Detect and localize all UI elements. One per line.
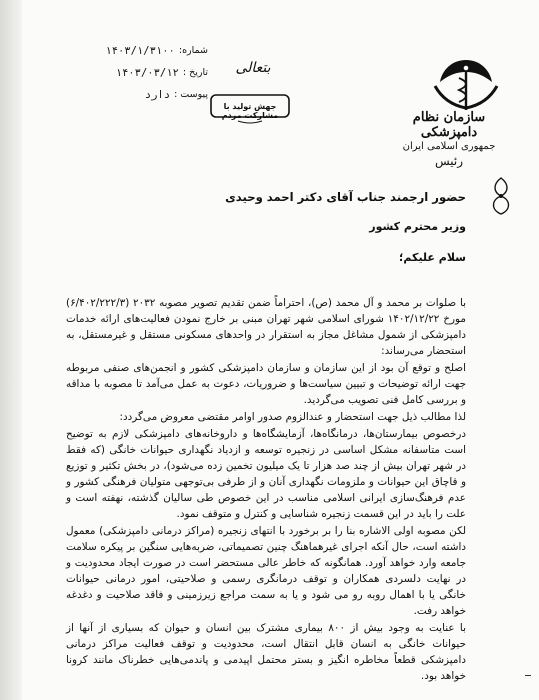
page-shadow <box>0 0 22 700</box>
date-label: تاریخ : <box>182 67 208 78</box>
body-paragraph: با صلوات بر محمد و آل محمد (ص)، احتراماً ضمن تقدیم تصویر مصوبه ۲۰۳۲ (۶/۴۰۲/۲۲۲/۳) مورخ ۱۴۰۲/۱۲/۲۲ شورای اسلامی شهر تهران مبنی بر خارج نمودن فعالیت‌های ارائه خدمات دامپزشکی از شمول مشاغل مجاز به استقرار در واحدهای مسکونی مستقل و غیرمستقل، به استحضار می‌رساند: <box>66 297 466 357</box>
ornament-icon <box>487 176 515 216</box>
organization-office: رئیس <box>434 154 464 168</box>
organization-name: سازمان نظام دامپزشکی <box>412 110 486 140</box>
letter-addressee: حضور ارجمند جناب آقای دکتر احمد وحیدی <box>225 190 466 204</box>
number-row <box>58 40 208 62</box>
page-continuation-mark <box>525 675 531 676</box>
number-value: ۱۴۰۳/۱/۳۱۰۰ <box>105 45 175 57</box>
date-value: ۱۴۰۳/۰۳/۱۲ <box>115 67 179 79</box>
date-row <box>58 62 208 84</box>
letter-body <box>66 295 466 684</box>
letter-metadata <box>58 40 208 106</box>
body-paragraph: درخصوص بیمارستان‌ها، درمانگاه‌ها، آزمایشگاه‌ها و داروخانه‌های دامپزشکی لازم به توضیح است متاسفانه مشکل اساسی در زنجیره توسعه و ازدیاد نگهداری حیوانات خانگی (که فقط در شهر تهران بیش از چند صد هزار تا یک میلیون تخمین زده می‌شود)، در بخش تکثیر و توزیع و قاچاق این حیوانات و ملزومات نگهداری آنان و از طرفی بی‌توجهی متولیان فرهنگی کشور و عدم فرهنگ‌سازی ایرانی اسلامی مناسب در این خصوص طی سالیان گذشته، نهفته است و علت را باید در این قسمت زنجیره شناسایی و کنترل و متوقف نمود. <box>66 428 466 520</box>
bismillah-heading: بتعالی <box>235 60 271 76</box>
body-paragraph: با عنایت به وجود بیش از ۸۰۰ بیماری مشترک بین انسان و حیوان که بسیاری از آنها از حیوانات خانگی به انسان قابل انتقال است، محدودیت و توقف فعالیت مراکز درمانی دامپزشکی قطعاً مخاطره انگیز و بستر محتمل اپیدمی و پاندمی‌هایی خطرناک مانند کرونا خواهد بود. <box>66 622 466 682</box>
letter-greeting: سلام علیکم؛ <box>399 251 466 264</box>
slogan-stamp-text: جهش تولید با مشارکت مردم <box>221 102 279 120</box>
organization-logo <box>423 56 509 114</box>
body-paragraph: لذا مطالب ذیل جهت استحضار و عندالزوم صدور اوامر مقتضی معروض می‌گردد: <box>119 411 466 423</box>
body-paragraph: اصلح و توقع آن بود از این سازمان و سازمان دامپزشکی کشور و انجمن‌های صنفی مربوطه جهت ارائه توضیحات و تبیین سیاست‌ها و ضروریات، دعوت به عمل می‌آمد تا مصوبه با مداقه و بررسی کامل فنی تصویب می‌گردید. <box>66 362 466 406</box>
organization-country: جمهوری اسلامی ایران <box>402 141 496 152</box>
number-label: شماره: <box>178 45 208 56</box>
attachment-row <box>58 84 208 106</box>
body-paragraph: لکن مصوبه اولی الاشاره بنا را بر برخورد با انتهای زنجیره (مراکز درمانی دامپزشکی) معمول داشته است، حال آنکه اجرای غیرهماهنگ چنین تصمیماتی، ضربه‌هایی سنگین بر پیکره سلامت جامعه وارد خواهد آورد. همانگونه که خاطر عالی مستحضر است در صورت ایجاد محدودیت و در نهایت دلسردی همکاران و توقف درمانگری رسمی و صلاحیتی، امور درمانی حیوانات خانگی یا با اهمال روبه رو می شود و یا به سمت مراجع زیرزمینی و فاقد صلاحیت و دغدغه خواهد رفت. <box>66 525 466 617</box>
attachment-label: پیوست : <box>174 89 208 100</box>
attachment-value: دارد <box>144 89 171 101</box>
organization-block <box>399 110 499 168</box>
addressee-position: وزیر محترم کشور <box>369 220 466 233</box>
